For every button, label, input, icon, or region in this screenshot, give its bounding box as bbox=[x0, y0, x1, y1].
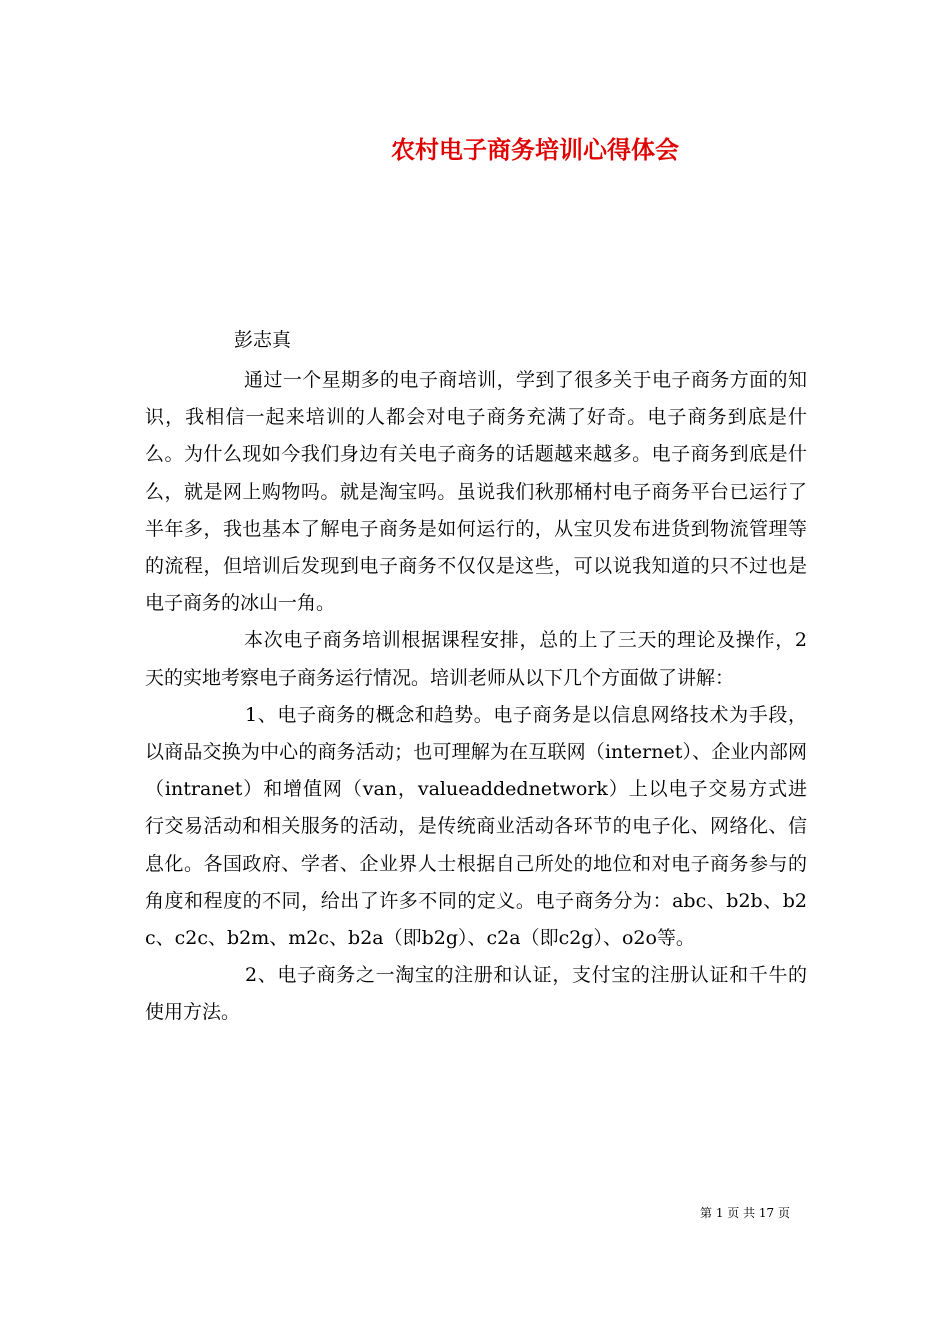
document-title: 农村电子商务培训心得体会 bbox=[391, 135, 679, 164]
page-number: 第 1 页 共 17 页 bbox=[700, 1206, 790, 1220]
paragraph-point-2: 2、电子商务之一淘宝的注册和认证，支付宝的注册认证和千牛的使用方法。 bbox=[145, 964, 807, 1024]
author-name: 彭志真 bbox=[234, 329, 292, 351]
paragraph-intro: 通过一个星期多的电子商培训，学到了很多关于电子商务方面的知识，我相信一起来培训的人都会对电子商务充满了好奇。电子商务到底是什么。为什么现如今我们身边有关电子商务的话题越来越多。电子商务到底是什么，就是网上购物吗。就是淘宝吗。虽说我们秋那桶村电子商务平台已运行了半年多，我也基本了解电子商务是如何运行的，从宝贝发布进货到物流管理等的流程，但培训后发现到电子商务不仅仅是这些，可以说我知道的只不过也是电子商务的冰山一角。 bbox=[145, 369, 807, 615]
paragraph-point-1: 1、电子商务的概念和趋势。电子商务是以信息网络技术为手段，以商品交换为中心的商务活动；也可理解为在互联网（internet）、企业内部网（intranet）和增值网（van，valueaddednetwork）上以电子交易方式进行交易活动和相关服务的活动，是传统商业活动各环节的电子化、网络化、信息化。各国政府、学者、企业界人士根据自己所处的地位和对电子商务参与的角度和程度的不同，给出了许多不同的定义。电子商务分为：abc、b2b、b2c、c2c、b2m、m2c、b2a（即b2g）、c2a（即c2g）、o2o等。 bbox=[145, 703, 807, 950]
paragraph-schedule: 本次电子商务培训根据课程安排，总的上了三天的理论及操作，2天的实地考察电子商务运行情况。培训老师从以下几个方面做了讲解： bbox=[145, 629, 807, 689]
document-body bbox=[145, 362, 807, 1032]
